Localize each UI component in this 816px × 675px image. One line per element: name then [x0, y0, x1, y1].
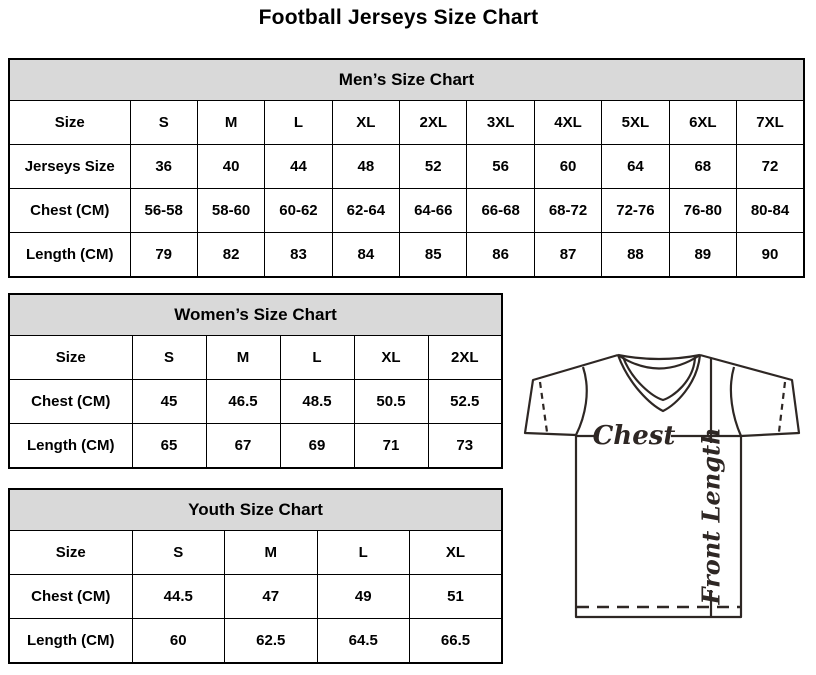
- cell: XL: [332, 101, 399, 145]
- table-row: [9, 233, 804, 278]
- cell: 72-76: [602, 189, 669, 233]
- cell: 50.5: [354, 380, 428, 424]
- cell: 6XL: [669, 101, 736, 145]
- mens-size-chart-table: [8, 58, 805, 278]
- cell: 82: [197, 233, 264, 278]
- right-cuff-dashed-line: [779, 382, 785, 432]
- row-label: Length (CM): [9, 424, 132, 469]
- left-cuff-dashed-line: [540, 382, 547, 432]
- row-label: Size: [9, 101, 130, 145]
- table-header-band-row: [9, 489, 502, 531]
- cell: 72: [737, 145, 804, 189]
- cell: L: [280, 336, 354, 380]
- row-label: Size: [9, 336, 132, 380]
- cell: 51: [410, 575, 503, 619]
- cell: 49: [317, 575, 410, 619]
- cell: 2XL: [428, 336, 502, 380]
- cell: 68: [669, 145, 736, 189]
- cell: 46.5: [206, 380, 280, 424]
- cell: 65: [132, 424, 206, 469]
- cell: 40: [197, 145, 264, 189]
- cell: 62.5: [225, 619, 318, 664]
- jersey-collar: [618, 355, 700, 411]
- youth-table-title: Youth Size Chart: [9, 489, 502, 531]
- cell: 58-60: [197, 189, 264, 233]
- cell: 36: [130, 145, 197, 189]
- cell: S: [132, 531, 225, 575]
- cell: 76-80: [669, 189, 736, 233]
- cell: 66-68: [467, 189, 534, 233]
- cell: 87: [534, 233, 601, 278]
- cell: 80-84: [737, 189, 804, 233]
- womens-size-chart-table: [8, 293, 503, 469]
- cell: 64-66: [400, 189, 467, 233]
- cell: 79: [130, 233, 197, 278]
- cell: 60: [132, 619, 225, 664]
- table-row: [9, 145, 804, 189]
- cell: 73: [428, 424, 502, 469]
- cell: 48: [332, 145, 399, 189]
- row-label: Chest (CM): [9, 380, 132, 424]
- cell: 44.5: [132, 575, 225, 619]
- cell: 68-72: [534, 189, 601, 233]
- womens-table-title: Women’s Size Chart: [9, 294, 502, 336]
- cell: 88: [602, 233, 669, 278]
- table-row: [9, 619, 502, 664]
- cell: M: [206, 336, 280, 380]
- row-label: Chest (CM): [9, 575, 132, 619]
- mens-table-title: Men’s Size Chart: [9, 59, 804, 101]
- cell: S: [130, 101, 197, 145]
- cell: 48.5: [280, 380, 354, 424]
- jersey-outline: [525, 355, 799, 617]
- cell: 60: [534, 145, 601, 189]
- cell: 7XL: [737, 101, 804, 145]
- cell: 71: [354, 424, 428, 469]
- cell: 56: [467, 145, 534, 189]
- cell: 5XL: [602, 101, 669, 145]
- row-label: Size: [9, 531, 132, 575]
- cell: 56-58: [130, 189, 197, 233]
- cell: 60-62: [265, 189, 332, 233]
- table-row: [9, 531, 502, 575]
- table-row: [9, 575, 502, 619]
- cell: 3XL: [467, 101, 534, 145]
- cell: 2XL: [400, 101, 467, 145]
- row-label: Chest (CM): [9, 189, 130, 233]
- cell: M: [225, 531, 318, 575]
- row-label: Jerseys Size: [9, 145, 130, 189]
- cell: 44: [265, 145, 332, 189]
- table-row: [9, 424, 502, 469]
- cell: 69: [280, 424, 354, 469]
- chest-label: Chest: [592, 421, 676, 451]
- cell: M: [197, 101, 264, 145]
- table-row: [9, 101, 804, 145]
- cell: 47: [225, 575, 318, 619]
- cell: S: [132, 336, 206, 380]
- table-header-band-row: [9, 59, 804, 101]
- youth-size-chart-table: [8, 488, 503, 664]
- cell: 52: [400, 145, 467, 189]
- jersey-measurement-diagram: [505, 335, 815, 635]
- cell: 90: [737, 233, 804, 278]
- cell: 64: [602, 145, 669, 189]
- cell: 62-64: [332, 189, 399, 233]
- cell: 64.5: [317, 619, 410, 664]
- table-header-band-row: [9, 294, 502, 336]
- table-row: [9, 380, 502, 424]
- cell: 86: [467, 233, 534, 278]
- table-row: [9, 189, 804, 233]
- row-label: Length (CM): [9, 619, 132, 664]
- cell: 52.5: [428, 380, 502, 424]
- row-label: Length (CM): [9, 233, 130, 278]
- cell: 45: [132, 380, 206, 424]
- cell: 89: [669, 233, 736, 278]
- cell: 85: [400, 233, 467, 278]
- cell: L: [317, 531, 410, 575]
- cell: XL: [410, 531, 503, 575]
- table-row: [9, 336, 502, 380]
- cell: 84: [332, 233, 399, 278]
- cell: 67: [206, 424, 280, 469]
- cell: XL: [354, 336, 428, 380]
- cell: 66.5: [410, 619, 503, 664]
- cell: 4XL: [534, 101, 601, 145]
- cell: 83: [265, 233, 332, 278]
- cell: L: [265, 101, 332, 145]
- page-title: Football Jerseys Size Chart: [258, 6, 539, 29]
- front-length-label: Front Length: [696, 427, 726, 605]
